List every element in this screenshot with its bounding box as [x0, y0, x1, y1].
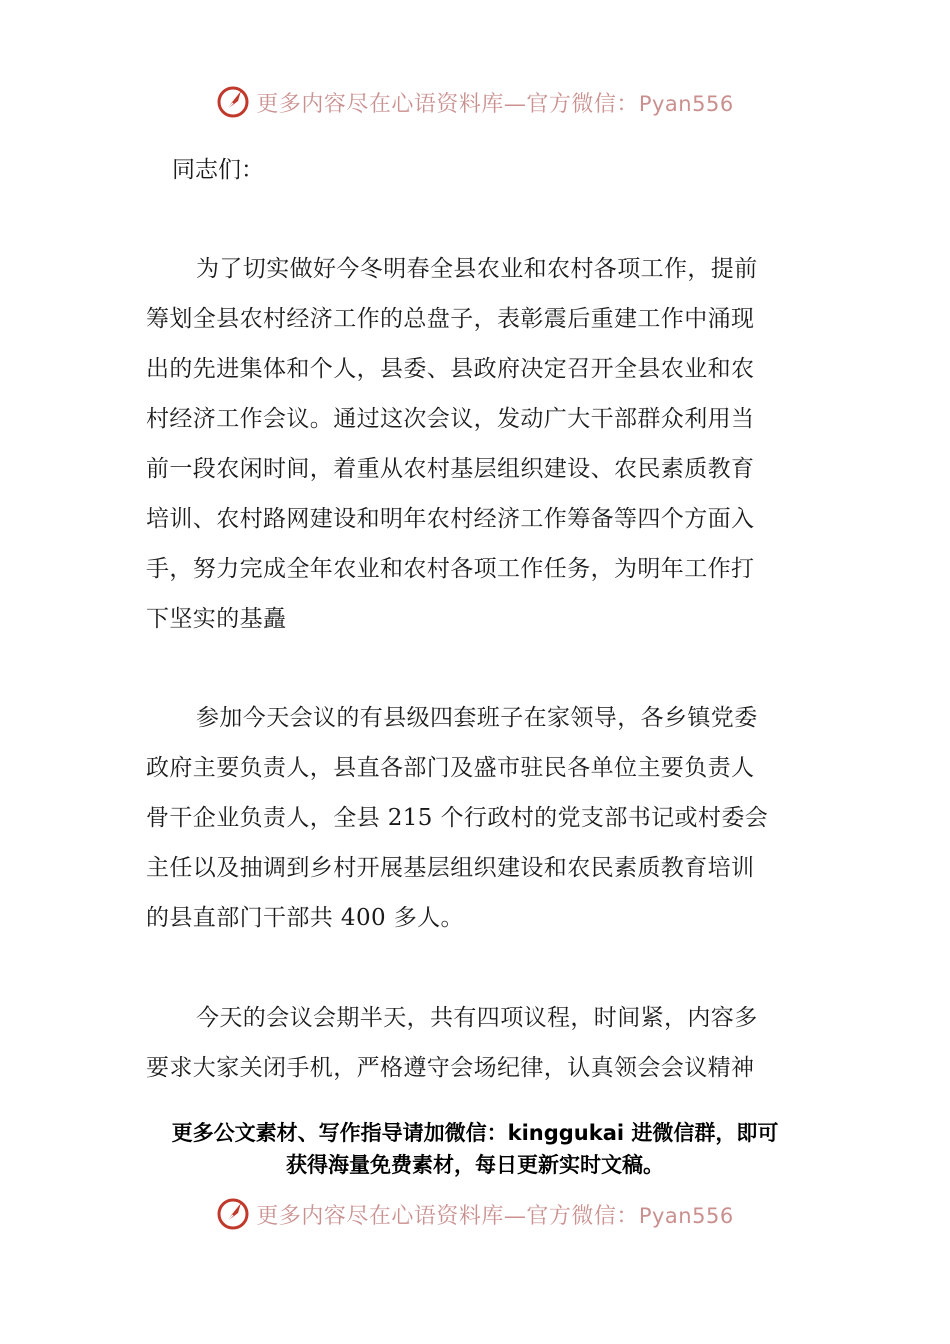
banner-wechat-id: Pyan556 [638, 91, 734, 116]
promo-line-2: 获得海量免费素材，每日更新实时文稿。 [286, 1153, 664, 1177]
paragraph-line: 筹划全县农村经济工作的总盘子，表彰震后重建工作中涌现 [146, 306, 755, 332]
footer-banner [0, 1192, 950, 1236]
paragraph-line: 手，努力完成全年农业和农村各项工作任务，为明年工作打 [146, 556, 755, 582]
salutation: 同志们： [172, 157, 264, 183]
paragraph-line: 主任以及抽调到乡村开展基层组织建设和农民素质教育培训 [146, 855, 755, 881]
paragraph-1 [146, 244, 808, 644]
header-banner [0, 80, 950, 124]
paragraph-line: 骨干企业负责人，全县 215 个行政村的党支部书记或村委会 [146, 805, 769, 831]
paragraph-2 [146, 693, 808, 943]
paragraph-line: 参加今天会议的有县级四套班子在家领导，各乡镇党委 [196, 705, 758, 731]
paragraph-line: 政府主要负责人，县直各部门及盛市驻民各单位主要负责人 [146, 755, 755, 781]
banner-label: 更多内容尽在心语资料库—官方微信： [256, 91, 639, 117]
promo-line-1: 更多公文素材、写作指导请加微信：kinggukai 进微信群，即可 [171, 1121, 779, 1145]
paragraph-3 [146, 993, 808, 1093]
paragraph-line: 要求大家关闭手机，严格遵守会场纪律，认真领会会议精神 [146, 1055, 755, 1081]
banner-text [256, 87, 733, 118]
paragraph-line: 的县直部门干部共 400 多人。 [146, 905, 464, 931]
banner-text [256, 1199, 733, 1230]
paragraph-line: 村经济工作会议。通过这次会议，发动广大干部群众利用当 [146, 406, 755, 432]
quill-logo-icon [216, 85, 250, 119]
banner-label: 更多内容尽在心语资料库—官方微信： [256, 1203, 639, 1229]
promo-notice [100, 1117, 850, 1181]
paragraph-line: 今天的会议会期半天，共有四项议程，时间紧，内容多 [196, 1005, 758, 1031]
paragraph-line: 为了切实做好今冬明春全县农业和农村各项工作，提前 [196, 256, 758, 282]
paragraph-line: 下坚实的基矗 [146, 606, 287, 632]
banner-wechat-id: Pyan556 [638, 1203, 734, 1228]
paragraph-line: 培训、农村路网建设和明年农村经济工作筹备等四个方面入 [146, 506, 755, 532]
quill-logo-icon [216, 1197, 250, 1231]
paragraph-line: 前一段农闲时间，着重从农村基层组织建设、农民素质教育 [146, 456, 755, 482]
paragraph-line: 出的先进集体和个人，县委、县政府决定召开全县农业和农 [146, 356, 755, 382]
